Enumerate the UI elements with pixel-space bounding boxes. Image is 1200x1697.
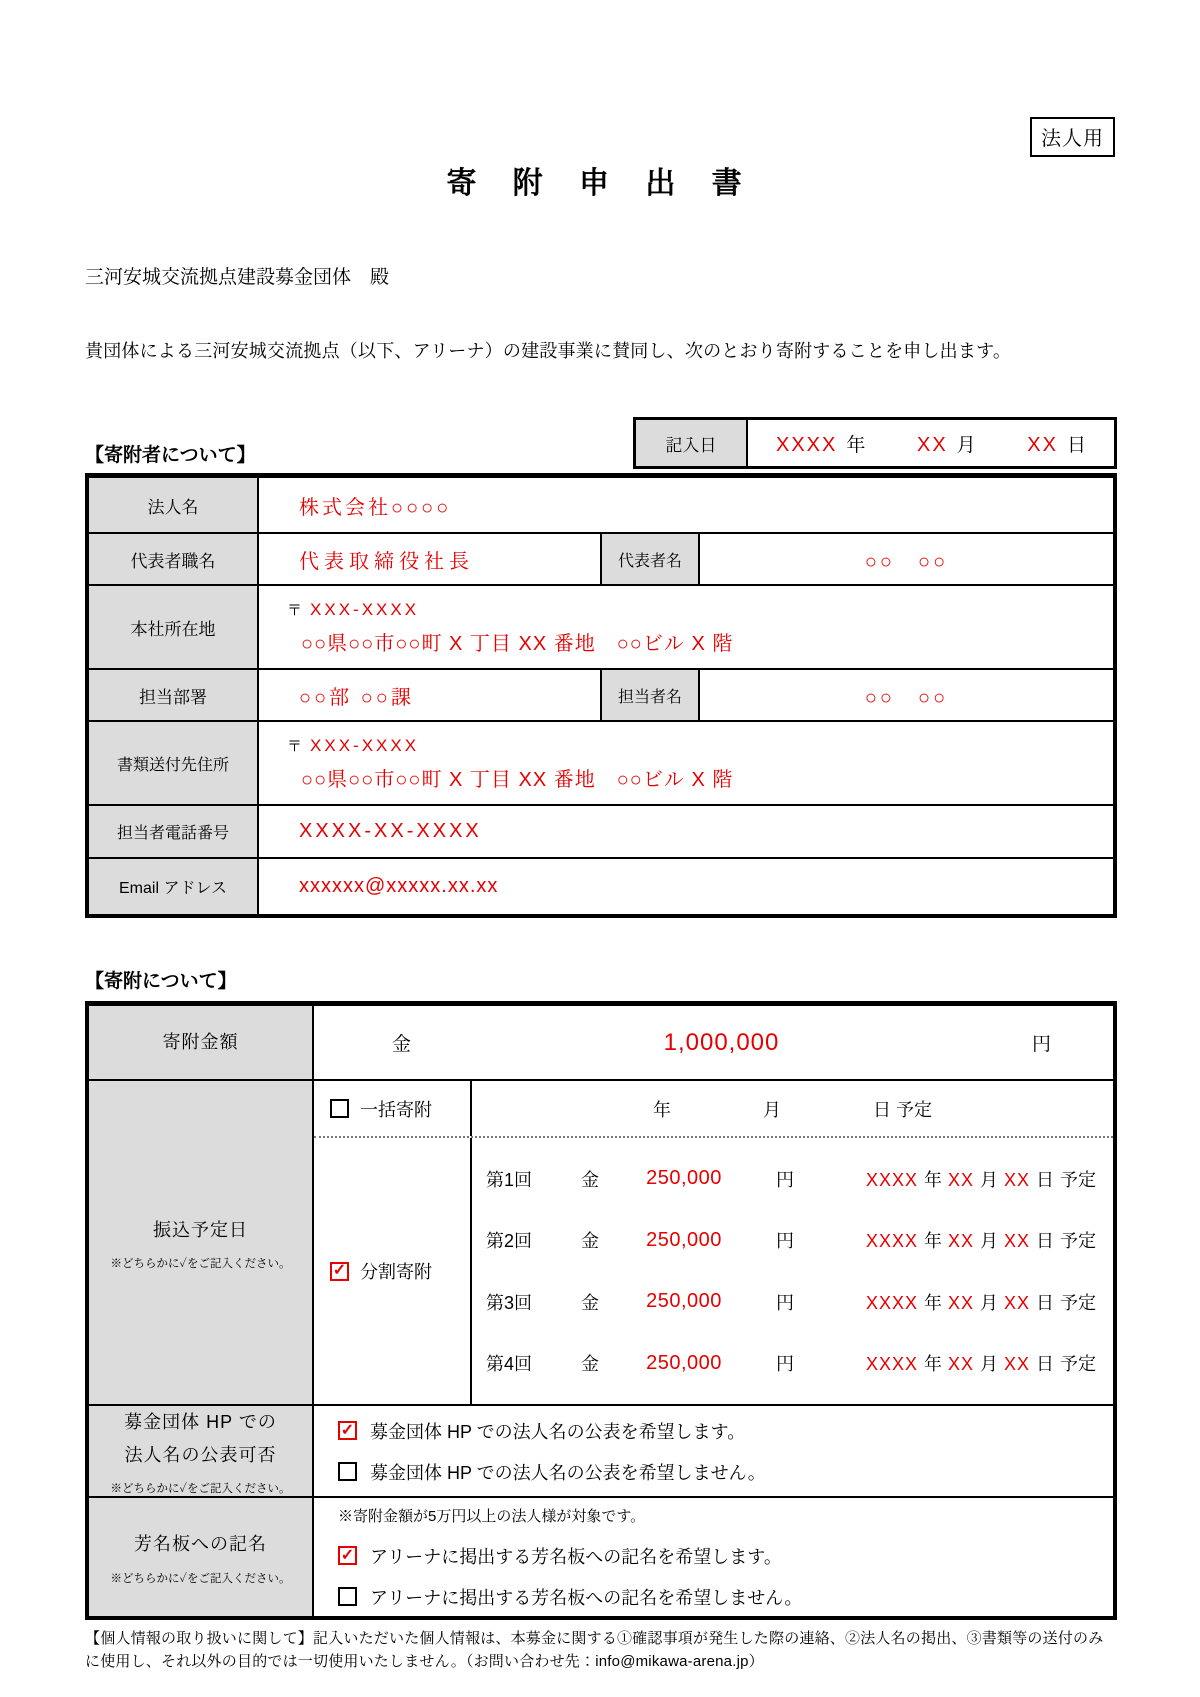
head-office-postal[interactable]: XXX-XXXX — [310, 599, 420, 619]
contact-name-value[interactable]: ○○ ○○ — [864, 686, 949, 709]
phone-row — [89, 806, 1113, 859]
addressee: 三河安城交流拠点建設募金団体 殿 — [85, 267, 390, 288]
installment-number: 第1回 — [486, 1169, 533, 1190]
nameplate-note: ※どちらかに✓をご記入ください。 — [110, 1572, 291, 1585]
department-row — [89, 670, 1113, 722]
installment-currency-prefix: 金 — [581, 1231, 599, 1252]
entry-date-month-unit: 月 — [956, 434, 976, 456]
donor-table — [85, 473, 1117, 918]
donor-header-row — [85, 417, 1117, 469]
nameplate-option-no — [338, 1584, 1113, 1610]
nameplate-no-checkbox[interactable] — [338, 1587, 357, 1606]
hp-publish-option-no — [338, 1459, 1113, 1485]
hp-publish-option-yes — [338, 1418, 1113, 1444]
intro-text: 貴団体による三河安城交流拠点（以下、アリーナ）の建設事業に賛同し、次のとおり寄附することを申し出ます。 — [85, 341, 1012, 361]
entry-date-value[interactable] — [748, 420, 1114, 466]
installment-date[interactable]: XXXX 年 XX 月 XX 日 予定 — [865, 1292, 1096, 1313]
transfer-schedule-row — [89, 1081, 1113, 1406]
amount-currency-suffix: 円 — [1031, 1034, 1051, 1055]
hp-publish-row — [89, 1406, 1113, 1498]
page-title: 寄 附 申 出 書 — [446, 167, 756, 200]
installment-amount[interactable]: 250,000 — [646, 1290, 722, 1313]
head-office-row — [89, 586, 1113, 670]
amount-value[interactable]: 1,000,000 — [663, 1028, 780, 1056]
donor-section-heading: 【寄附者について】 — [85, 445, 256, 466]
mailing-address-row — [89, 722, 1113, 806]
contact-name-label: 担当者名 — [600, 670, 700, 720]
installment-date[interactable]: XXXX 年 XX 月 XX 日 予定 — [865, 1169, 1096, 1190]
nameplate-row — [89, 1498, 1113, 1616]
entry-date-year[interactable]: XXXX — [776, 433, 838, 456]
nameplate-option-yes — [338, 1543, 1113, 1569]
rep-name-label: 代表者名 — [600, 534, 700, 584]
hp-publish-yes-checkbox[interactable] — [338, 1421, 357, 1440]
installment-date[interactable]: XXXX 年 XX 月 XX 日 予定 — [865, 1354, 1096, 1375]
corporate-name-label: 法人名 — [89, 478, 259, 532]
installment-amount[interactable]: 250,000 — [646, 1167, 722, 1190]
split-subrow — [314, 1138, 1113, 1404]
installment-row — [472, 1166, 1113, 1192]
hp-publish-label-line1: 募金団体 HP での — [124, 1411, 277, 1432]
donation-table — [85, 1001, 1117, 1620]
hp-publish-no-checkbox[interactable] — [338, 1462, 357, 1481]
lump-sum-subrow — [314, 1081, 1113, 1138]
rep-name-value[interactable]: ○○ ○○ — [864, 550, 949, 573]
rep-title-value[interactable]: 代表取締役社長 — [299, 550, 474, 573]
amount-currency-prefix: 金 — [392, 1034, 412, 1055]
corner-tag-corporate: 法人用 — [1030, 117, 1115, 157]
nameplate-no-label: アリーナに掲出する芳名板への記名を希望しません。 — [370, 1587, 803, 1608]
installment-number: 第3回 — [486, 1292, 533, 1313]
entry-date-day-unit: 日 — [1066, 434, 1086, 456]
split-checkbox[interactable] — [330, 1262, 349, 1281]
lump-sum-date-placeholder[interactable]: 年 月 日 予定 — [652, 1099, 932, 1120]
nameplate-label: 芳名板への記名 — [134, 1534, 267, 1555]
department-label: 担当部署 — [89, 670, 259, 720]
installment-row — [472, 1350, 1113, 1376]
installment-currency-suffix: 円 — [776, 1169, 794, 1190]
hp-publish-no-label: 募金団体 HP での法人名の公表を希望しません。 — [370, 1462, 766, 1483]
mailing-address-value[interactable]: ○○県○○市○○町 X 丁目 XX 番地 ○○ビル X 階 — [301, 768, 734, 791]
mailing-address-label: 書類送付先住所 — [89, 722, 259, 804]
installment-currency-prefix: 金 — [581, 1292, 599, 1313]
amount-label: 寄附金額 — [162, 1031, 239, 1052]
phone-label: 担当者電話番号 — [89, 806, 259, 857]
installment-date[interactable]: XXXX 年 XX 月 XX 日 予定 — [865, 1231, 1096, 1252]
installment-currency-prefix: 金 — [581, 1354, 599, 1375]
amount-row — [89, 1006, 1113, 1081]
installment-row — [472, 1289, 1113, 1315]
lump-sum-checkbox[interactable] — [330, 1099, 349, 1118]
lump-sum-label: 一括寄附 — [360, 1099, 432, 1120]
entry-date-year-unit: 年 — [846, 434, 866, 456]
rep-title-label: 代表者職名 — [89, 534, 259, 584]
corporate-name-value[interactable]: 株式会社○○○○ — [299, 496, 452, 519]
privacy-note: 【個人情報の取り扱いに関して】記入いただいた個人情報は、本募金に関する①確認事項が発生した際の連絡、②法人名の掲出、③書類等の送付のみに使用し、それ以外の目的では一切使用いたしません。（お問い合わせ先：info@mikawa-arena.jp） — [85, 1630, 1104, 1670]
postal-mark-icon: 〒 — [287, 737, 303, 755]
entry-date-month[interactable]: XX — [916, 433, 948, 456]
head-office-label: 本社所在地 — [89, 586, 259, 668]
postal-mark-icon: 〒 — [287, 601, 303, 619]
installment-amount[interactable]: 250,000 — [646, 1228, 722, 1251]
department-value[interactable]: ○○部 ○○課 — [299, 686, 414, 709]
split-label: 分割寄附 — [360, 1262, 432, 1282]
entry-date-day[interactable]: XX — [1027, 433, 1058, 456]
nameplate-yes-label: アリーナに掲出する芳名板への記名を希望します。 — [370, 1546, 782, 1567]
installment-row — [472, 1227, 1113, 1253]
transfer-label: 振込予定日 — [153, 1219, 248, 1240]
installment-number: 第2回 — [486, 1231, 533, 1252]
nameplate-yes-checkbox[interactable] — [338, 1546, 357, 1565]
email-value[interactable]: xxxxxx@xxxxx.xx.xx — [299, 875, 499, 897]
hp-publish-yes-label: 募金団体 HP での法人名の公表を希望します。 — [370, 1421, 746, 1442]
installment-rows — [472, 1138, 1113, 1404]
installment-number: 第4回 — [486, 1354, 533, 1375]
entry-date-box — [633, 417, 1117, 469]
nameplate-condition-note: ※寄附金額が5万円以上の法人様が対象です。 — [338, 1507, 646, 1525]
mailing-address-postal[interactable]: XXX-XXXX — [310, 735, 420, 755]
installment-currency-prefix: 金 — [581, 1169, 599, 1190]
email-label: Email アドレス — [89, 859, 259, 914]
hp-publish-label-line2: 法人名の公表可否 — [124, 1445, 277, 1465]
corporate-name-row — [89, 478, 1113, 534]
installment-currency-suffix: 円 — [776, 1231, 794, 1252]
hp-publish-note: ※どちらかに✓をご記入ください。 — [110, 1483, 291, 1496]
installment-amount[interactable]: 250,000 — [646, 1351, 722, 1374]
installment-currency-suffix: 円 — [776, 1292, 794, 1313]
phone-value[interactable]: XXXX-XX-XXXX — [299, 820, 482, 842]
transfer-note: ※どちらかに✓をご記入ください。 — [110, 1258, 291, 1271]
donation-section-heading: 【寄附について】 — [85, 971, 237, 992]
entry-date-label: 記入日 — [636, 420, 748, 466]
representative-row — [89, 534, 1113, 586]
head-office-address[interactable]: ○○県○○市○○町 X 丁目 XX 番地 ○○ビル X 階 — [301, 632, 734, 655]
installment-currency-suffix: 円 — [776, 1354, 794, 1375]
email-row — [89, 859, 1113, 914]
